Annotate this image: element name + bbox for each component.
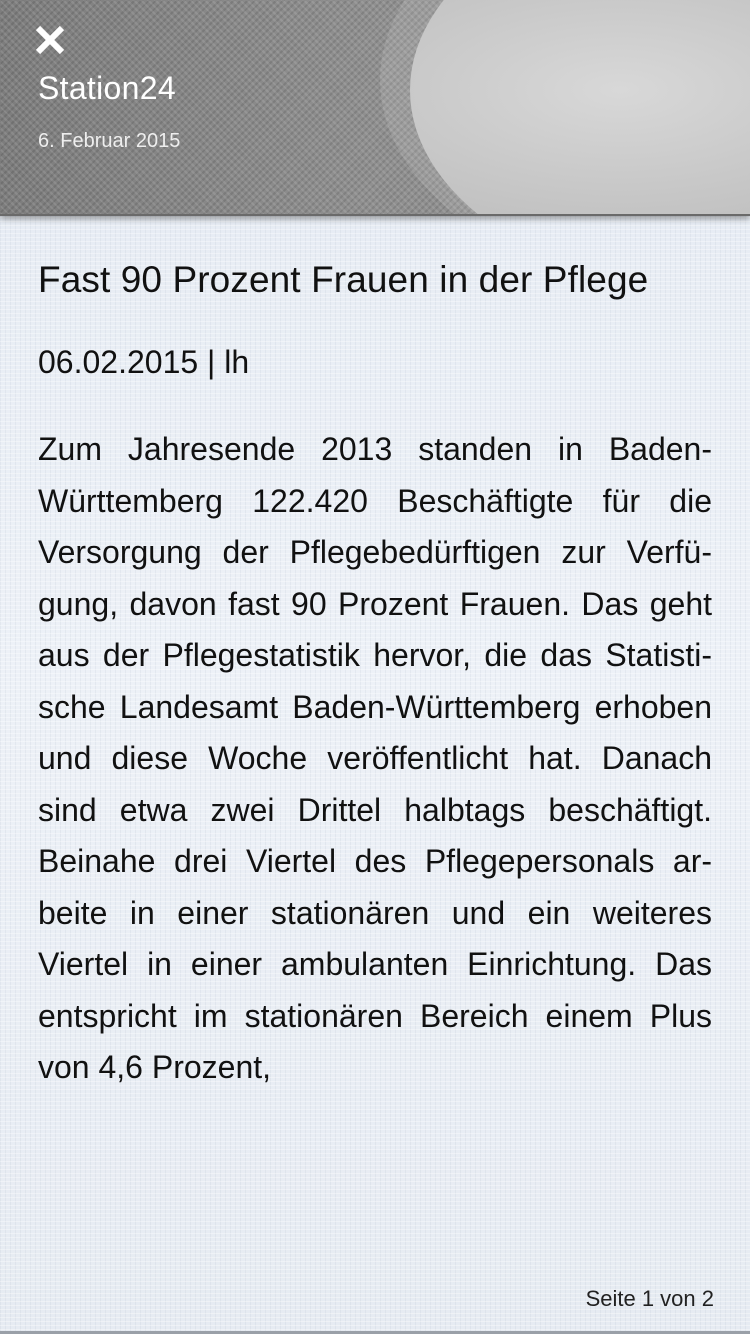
page-indicator: Seite 1 von 2 <box>585 1286 714 1311</box>
close-button[interactable] <box>30 20 70 60</box>
article-title: Fast 90 Prozent Frauen in der Pflege <box>38 259 649 300</box>
article <box>38 252 712 1094</box>
article-body: Zum Jahresende 2013 standen in Baden-Württemberg 122.420 Beschäftigte für die Versorgung der Pflegebedürftigen zur Verfügung, davon fast 90 Prozent Frauen. Das geht aus der Pflegestatistik hervor, die das Statistische Landesamt Baden-Württemberg erhoben und diese Woche veröffentlicht hat. Danach sind etwa zwei Drittel halbtags beschäftigt. Beinahe drei Viertel des Pflegepersonals arbeite in einer stationären und ein weiteres Viertel in einer ambulanten Einrichtung. Das entspricht im stationären Bereich einem Plus von 4,6 Prozent, <box>38 431 712 1085</box>
app-title: Station24 <box>38 70 176 106</box>
header-date: 6. Februar 2015 <box>38 130 181 152</box>
close-icon[interactable] <box>30 20 70 60</box>
article-meta: 06.02.2015 | lh <box>38 344 250 380</box>
header-decoration <box>410 0 750 216</box>
header-bar <box>0 0 750 216</box>
